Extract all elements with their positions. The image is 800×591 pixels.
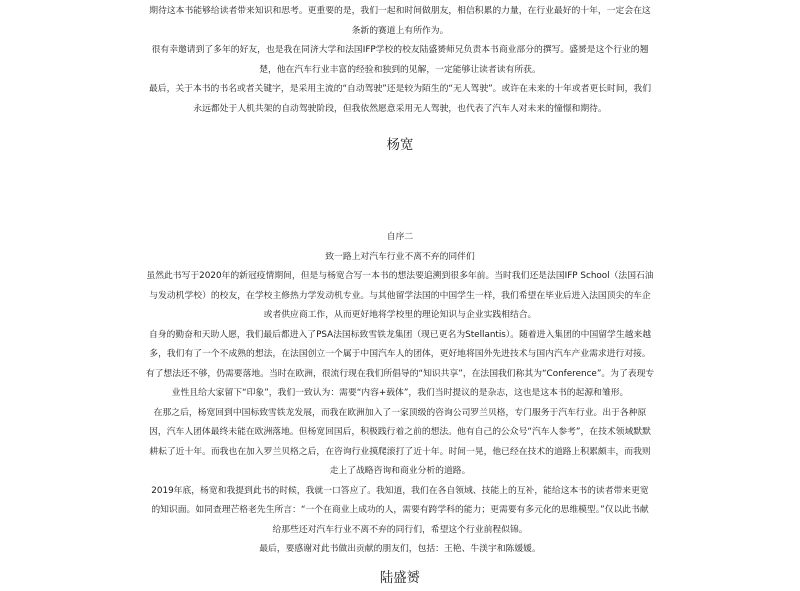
text-line: 的知识面。如同查理芒格老先生所言：“一个在商业上成功的人，需要有跨学科的能力；更需要有多元化的思维模型。”仅以此书献 <box>151 505 649 515</box>
section-subtitle: 致一路上对汽车行业不离不弃的同伴们 <box>325 251 475 262</box>
text-line: 有了想法还不够，仍需要落地。当时在欧洲，很流行现在我们所倡导的“知识共享”，在法国我们称其为“Conference”。为了表现专 <box>145 368 655 379</box>
preface-one-body <box>0 2 800 119</box>
text-line: 条新的赛道上有所作为。 <box>351 25 449 36</box>
text-line: 自身的勤奋和天助人愿，我们最后都进入了PSA法国标致雪铁龙集团（现已更名为Stellantis）。随着进入集团的中国留学生越来越 <box>148 329 652 340</box>
text-line: 业性且给大家留下“印象”，我们一致认为：需要“内容+载体”，我们当时提议的是杂志，这也是这本书的起源和雏形。 <box>171 388 629 398</box>
preface-two-body <box>0 228 800 560</box>
text-line: 虽然此书写于2020年的新冠疫情期间，但是与杨宽合写一本书的想法要追溯到很多年前。当时我们还是法国IFP School（法国石油 <box>146 271 654 281</box>
preface-two-author: 陆盛赟 <box>379 571 421 586</box>
text-line: 走上了战略咨询和商业分析的道路。 <box>329 466 471 476</box>
text-line: 期待这本书能够给读者带来知识和思考。更重要的是，我们一起和时间做朋友，相信积累的力量，在行业最好的十年，一定会在这 <box>149 6 651 16</box>
text-line: 楚，他在汽车行业丰富的经验和独到的见解，一定能够让读者读有所获。 <box>259 64 541 75</box>
text-line: 与发动机学校）的校友，在学校主修热力学发动机专业。与其他留学法国的中国学生一样，我们希望在毕业后进入法国顶尖的车企 <box>149 290 651 301</box>
text-line: 在那之后，杨宽回到中国标致雪铁龙发展，而我在欧洲加入了一家顶级的咨询公司罗兰贝格，专门服务于汽车行业。出于各种原 <box>153 407 647 418</box>
text-line: 或者供应商工作，从而更好地将学校里的理论知识与企业实践相结合。 <box>263 310 537 320</box>
text-line: 最后，关于本书的书名或者关键字，是采用主流的“自动驾驶”还是较为陌生的“无人驾驶”。或许在未来的十年或者更长时间，我们 <box>148 84 652 94</box>
text-line: 2019年底，杨宽和我提到此书的时候，我就一口答应了。我知道，我们在各自领域、技能上的互补，能给这本书的读者带来更宽 <box>151 485 649 496</box>
section-heading: 自序二 <box>386 232 414 242</box>
text-line: 给那些还对汽车行业不离不弃的同行们，希望这个行业前程似锦。 <box>272 524 528 535</box>
text-line: 耕耘了近十年。而我也在加入罗兰贝格之后，在咨询行业摸爬滚打了近十年。时间一晃，他已经在技术的道路上积累颇丰，而我则 <box>149 446 651 457</box>
text-line: 多，我们有了一个不成熟的想法，在法国创立一个属于中国汽车人的团体，更好地将国外先进技术与国内汽车产业需求进行对接。 <box>149 349 651 359</box>
text-line: 因，汽车人团体最终未能在欧洲落地。但杨宽回国后，积极践行着之前的想法。他有自己的公众号“汽车人参考”，在技术领域默默 <box>149 427 651 437</box>
text-line: 最后，要感谢对此书做出贡献的朋友们，包括：王艳、牛渼宇和陈媛媛。 <box>259 544 541 554</box>
text-line: 很有幸邀请到了多年的好友，也是我在同济大学和法国IFP学校的校友陆盛赟师兄负责本书商业部分的撰写。盛赟是这个行业的翘 <box>151 45 649 55</box>
preface-one-author: 杨宽 <box>386 138 414 153</box>
text-line: 永远都处于人机共架的自动驾驶阶段，但我依然愿意采用无人驾驶，也代表了汽车人对未来的憧憬和期待。 <box>193 103 607 114</box>
